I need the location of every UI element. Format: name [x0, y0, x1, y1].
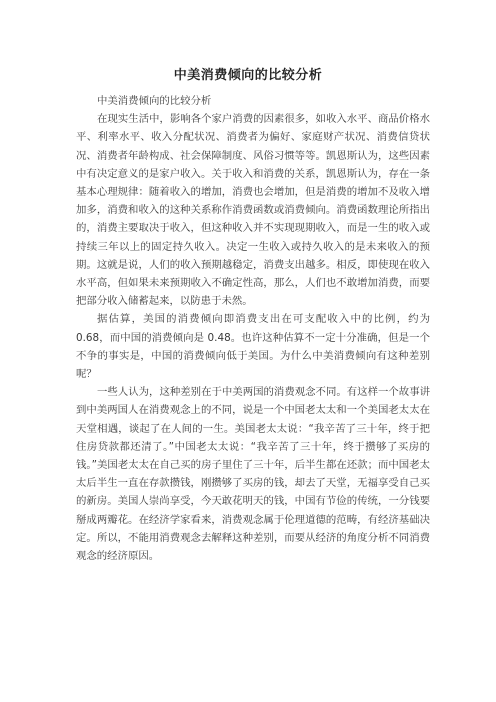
document-title: 中美消费倾向的比较分析 [173, 68, 323, 83]
paragraph-2: 据估算，美国的消费倾向即消费支出在可支配收入中的比例，约为 0.68，而中国的消费倾向是 0.48。也许这种估算不一定十分准确，但是一个不争的事实是，中国的消费倾向低于美国。为什么中美消费倾向有这种差别呢？ [76, 313, 430, 381]
paragraph-3: 一些人认为，这种差别在于中美两国的消费观念不同。有这样一个故事讲到中美两国人在消费观念上的不同，说是一个中国老太太和一个美国老太太在天堂相遇，谈起了在人间的一生。美国老太太说：“我辛苦了三十年，终于把住房贷款都还清了。”中国老太太说：“我辛苦了三十年，终于攒够了买房的钱。”美国老太太在自己买的房子里住了三十年，后半生都在还款；而中国老太太后半生一直在存款攒钱，刚攒够了买房的钱，却去了天堂，无福享受自己买的新房。美国人崇尚享受，今天敢花明天的钱，中国有节俭的传统，一分钱要掰成两瓣花。在经济学家看来，消费观念属于伦理道德的范畴，有经济基础决定。所以，不能用消费观念去解释这种差别，而要从经济的角度分析不同消费观念的经济原因。 [76, 386, 430, 563]
document-body [76, 92, 430, 565]
subheading: 中美消费倾向的比较分析 [97, 95, 212, 107]
paragraph-1: 在现实生活中，影响各个家户消费的因素很多，如收入水平、商品价格水平、利率水平、收入分配状况、消费者为偏好、家庭财产状况、消费信贷状况、消费者年龄构成、社会保障制度、风俗习惯等等。凯恩斯认为，这些因素中有决定意义的是家户收入。关于收入和消费的关系，凯恩斯认为，存在一条基本心理规律：随着收入的增加，消费也会增加，但是消费的增加不及收入增加多，消费和收入的这种关系称作消费函数或消费倾向。消费函数理论所指出的，消费主要取决于收入，但这种收入并不实现现期收入，而是一生的收入或持续三年以上的固定持久收入。决定一生收入或持久收入的是未来收入的预期。这就是说，人们的收入预期越稳定，消费支出越多。相反，即使现在收入水平高，但如果未来预期收入不确定性高，那么，人们也不敢增加消费，而要把部分收入储蓄起来，以防患于未然。 [76, 113, 430, 308]
